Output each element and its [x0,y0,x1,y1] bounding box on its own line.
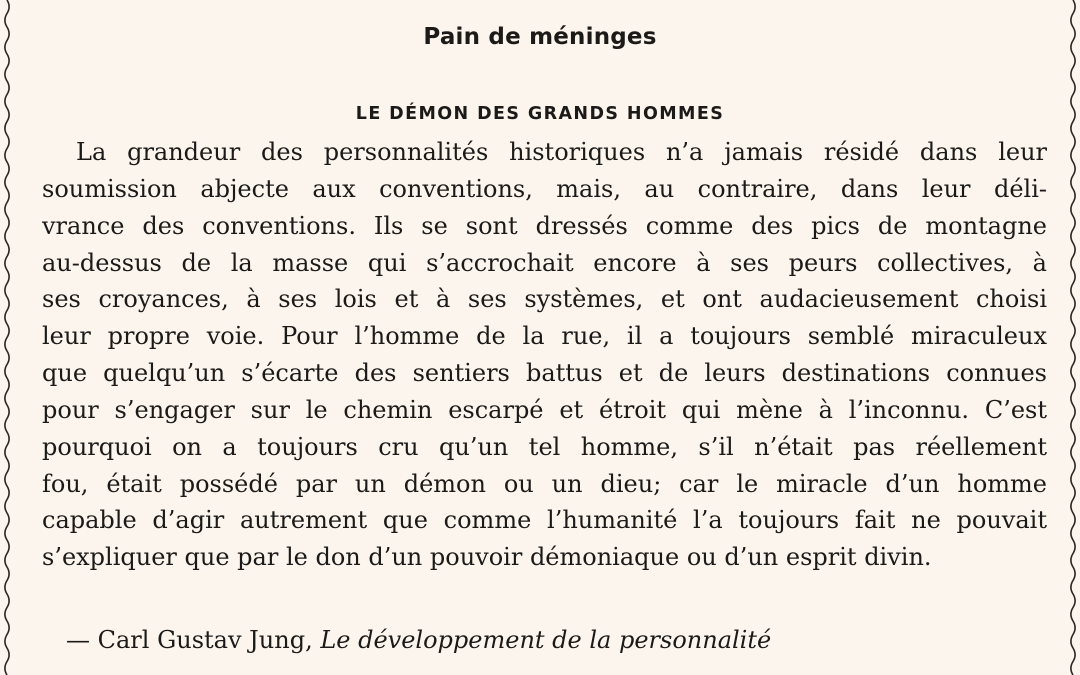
box-title: Pain de méninges [423,24,657,50]
attribution [66,622,771,658]
wavy-border-left [0,0,14,675]
wavy-border-right-line [1066,0,1080,675]
passage-line: s’expliquer que par le don d’un pouvoir démoniaque ou d’un esprit divin. [42,543,932,572]
attribution-work-title: Le développement de la personnalité [320,626,772,654]
passage-body [42,134,1047,576]
passage-line: pourquoi on a toujours cru qu’un tel homme, s’il n’était pas réellement [42,432,1047,461]
passage-line: pour s’engager sur le chemin escarpé et étroit qui mène à l’inconnu. C’est [42,395,1047,424]
passage-line: vrance des conventions. Ils se sont dressés comme des pics de montagne [42,211,1047,240]
attribution-author: — Carl Gustav Jung, [66,626,321,654]
wavy-border-right [1066,0,1080,675]
passage-line: soumission abjecte aux conventions, mais, au contraire, dans leur déli- [42,174,1047,203]
passage-line: au-dessus de la masse qui s’accrochait encore à ses peurs collectives, à [42,248,1047,277]
passage-line: leur propre voie. Pour l’homme de la rue, il a toujours semblé miraculeux [42,322,1047,351]
wavy-border-left-line [0,0,14,675]
wavy-border-right-path [1071,0,1075,675]
passage-line: capable d’agir autrement que comme l’humanité l’a toujours fait ne pouvait [42,506,1047,535]
passage-line: La grandeur des personnalités historiques n’a jamais résidé dans leur [76,138,1047,166]
passage-title: LE DÉMON DES GRANDS HOMMES [355,104,725,124]
wavy-border-left-path [5,0,9,675]
passage-line: que quelqu’un s’écarte des sentiers battus et de leurs destinations connues [42,359,1047,388]
passage-line: ses croyances, à ses lois et à ses systèmes, et ont audacieusement choisi [42,285,1047,314]
passage-line: fou, était possédé par un démon ou un dieu; car le miracle d’un homme [42,469,1047,498]
